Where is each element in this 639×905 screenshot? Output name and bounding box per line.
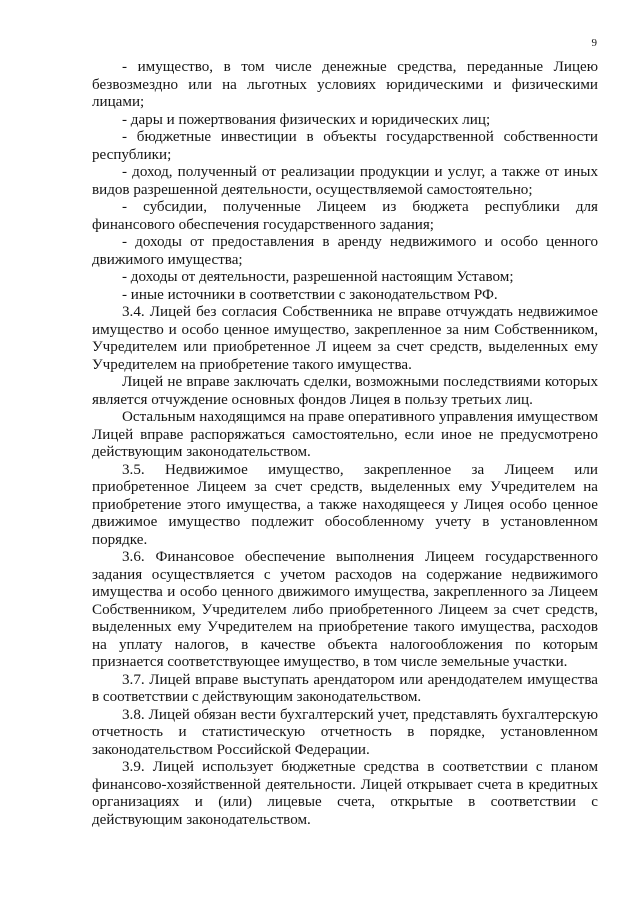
paragraph-rent-income: - доходы от предоставления в аренду недвижимого и особо ценного движимого имущества; <box>92 234 598 268</box>
paragraph-gifts: - дары и пожертвования физических и юридических лиц; <box>122 111 491 128</box>
paragraph-3-6: 3.6. Финансовое обеспечение выполнения Лицеем государственного задания осуществляется с учетом расходов на содержание недвижимого имущества и особо ценного движимого имущества, закрепленного за Лицеем Собственником, Учредителем либо приобретенного Лицеем за счет средств, выделенных ему Учредителем на приобретение такого имущества, расходов на уплату налогов, в качестве объекта налогообложения по которым признается соответствующее имущество, в том числе земельные участки. <box>92 549 598 670</box>
paragraph-3-9: 3.9. Лицей использует бюджетные средства в соответствии с планом финансово-хозяйственной деятельности. Лицей открывает счета в кредитных организациях и (или) лицевые счета, открытые в соответствии с действующим законодательством. <box>92 759 598 828</box>
paragraph-budget-investments: - бюджетные инвестиции в объекты государственной собственности республики; <box>92 129 598 163</box>
page-number: 9 <box>591 37 597 49</box>
document-body <box>92 59 598 829</box>
paragraph-activity-income: - доходы от деятельности, разрешенной настоящим Уставом; <box>122 269 514 285</box>
paragraph-property-sources: - имущество, в том числе денежные средства, переданные Лицею безвозмездно или на льготных условиях юридическими и физическими лицами; <box>92 59 598 110</box>
paragraph-sales-income: - доход, полученный от реализации продукции и услуг, а также от иных видов разрешенной деятельности, осуществляемой самостоятельно; <box>92 164 598 198</box>
paragraph-subsidies: - субсидии, полученные Лицеем из бюджета республики для финансового обеспечения государственного задания; <box>92 199 598 233</box>
paragraph-3-7: 3.7. Лицей вправе выступать арендатором или арендодателем имущества в соответствии с действующим законодательством. <box>92 671 598 705</box>
paragraph-3-5: 3.5. Недвижимое имущество, закрепленное за Лицеем или приобретенное Лицеем за счет средств, выделенных ему Учредителем на приобретение этого имущества, а также находящееся у Лицея особо ценное движимое имущество подлежит обособленному учету в установленном порядке. <box>92 461 598 548</box>
paragraph-3-4: 3.4. Лицей без согласия Собственника не вправе отчуждать недвижимое имущество и особо ценное имущество, закрепленное за ним Собственником, Учредителем или приобретенное Л ицеем за счет средств, выделенных ему Учредителем на приобретение такого имущества. <box>92 304 598 373</box>
paragraph-other-sources: - иные источники в соответствии с законодательством РФ. <box>122 286 498 303</box>
paragraph-3-8: 3.8. Лицей обязан вести бухгалтерский учет, представлять бухгалтерскую отчетность и статистическую отчетность в порядке, установленном законодательством Российской Федерации. <box>92 706 598 758</box>
paragraph-operational-management: Остальным находящимся на праве оперативного управления имуществом Лицей вправе распоряжаться самостоятельно, если иное не предусмотрено действующим законодательством. <box>92 409 598 460</box>
paragraph-transactions: Лицей не вправе заключать сделки, возможными последствиями которых является отчуждение основных фондов Лицея в пользу третьих лиц. <box>92 374 598 408</box>
